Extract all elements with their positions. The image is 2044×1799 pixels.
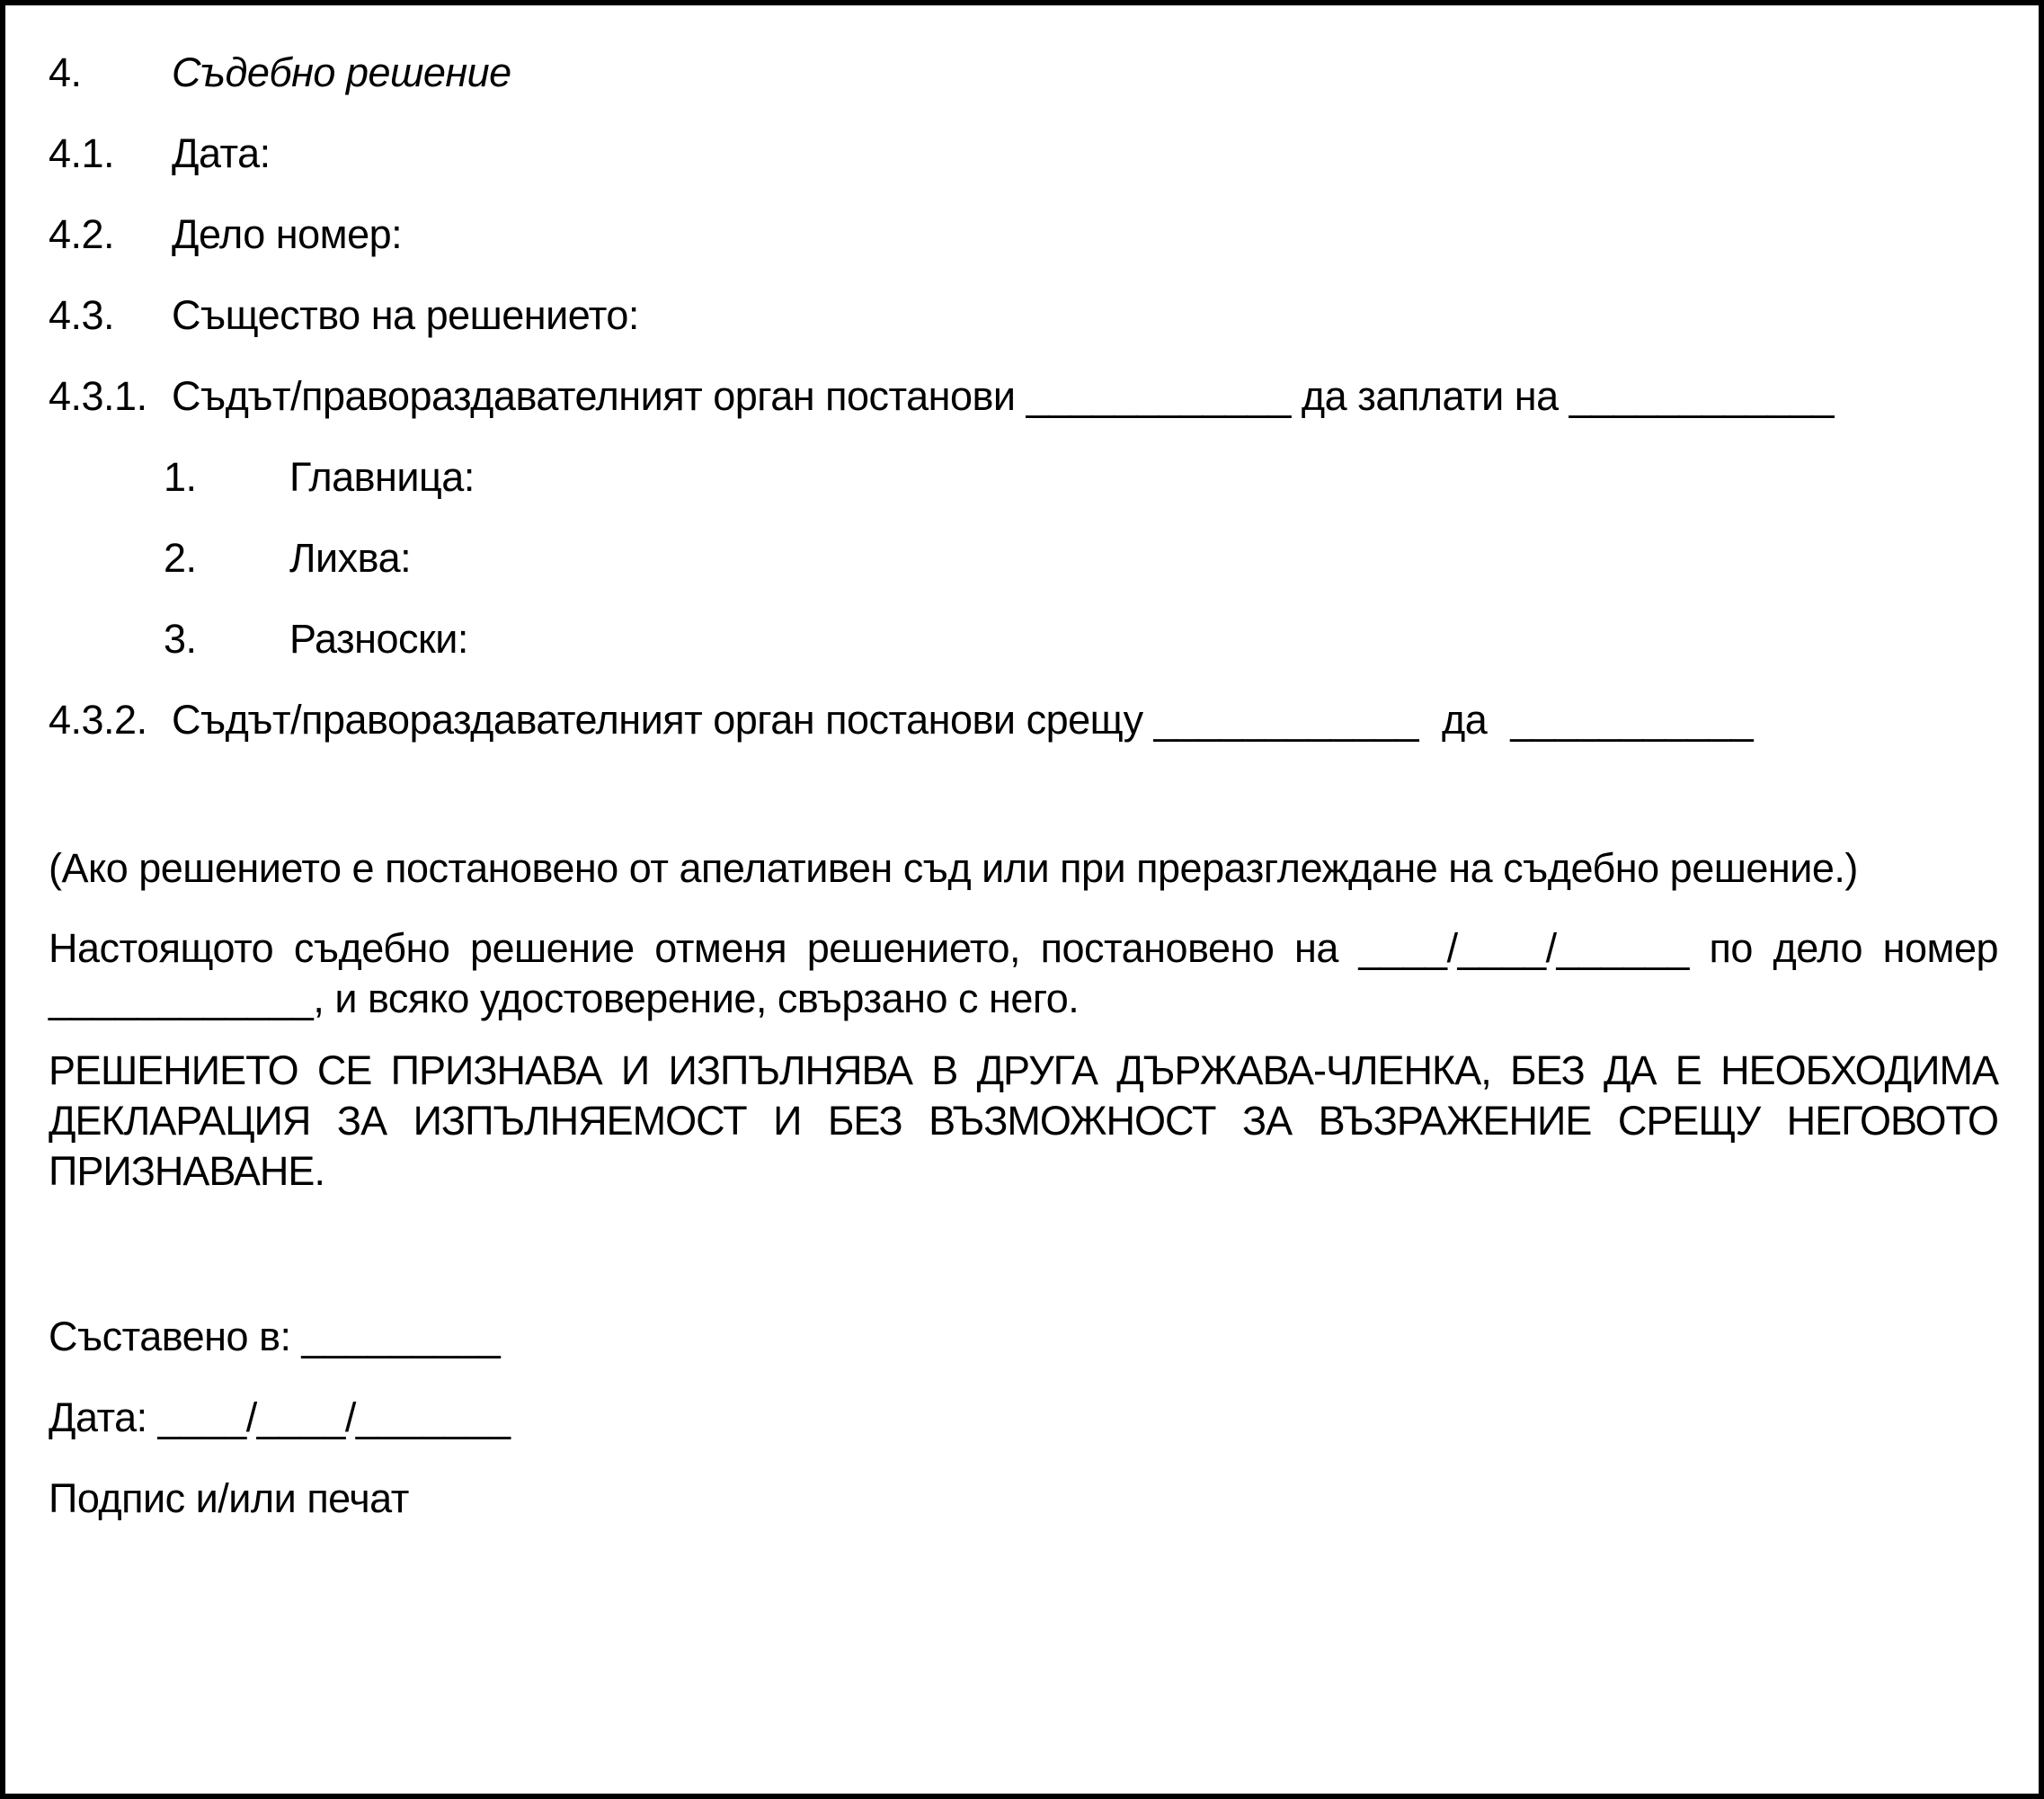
date-label: Дата: bbox=[49, 1394, 147, 1440]
recognition-paragraph bbox=[49, 1046, 1998, 1197]
sub-item-interest-row bbox=[49, 518, 1998, 599]
date-row bbox=[49, 1377, 1998, 1458]
fill-in-blank: _________ bbox=[301, 1314, 501, 1359]
item-number: 4.3.1. bbox=[49, 373, 147, 419]
revocation-line-2: ____________, и всяко удостоверение, свързано с него. bbox=[49, 975, 1080, 1021]
item-number: 4.2. bbox=[49, 211, 115, 257]
item-431-line bbox=[172, 356, 1998, 437]
item-432-text: Съдът/правораздавателният орган постанови срещу bbox=[172, 697, 1143, 743]
item-substance-row bbox=[49, 275, 1998, 356]
item-case-number-row bbox=[49, 194, 1998, 275]
item-date-row bbox=[49, 113, 1998, 194]
recognition-line-1: РЕШЕНИЕТО СЕ ПРИЗНАВА И ИЗПЪЛНЯВА В ДРУГА ДЪРЖАВА-ЧЛЕНКА, БЕЗ ДА Е НЕОБХОДИМА bbox=[49, 1047, 1998, 1093]
fill-in-blank: ____________ bbox=[1153, 697, 1418, 743]
fill-in-blank: ___________ bbox=[1510, 697, 1754, 743]
revocation-paragraph bbox=[49, 923, 1998, 1024]
date-line bbox=[49, 1377, 1998, 1458]
item-label: Дата: bbox=[172, 130, 271, 176]
appellate-note: (Ако решението е постановено от апелативен съд или при преразглеждане на съдебно решение.) bbox=[49, 845, 1858, 891]
sub-item-principal-row bbox=[49, 437, 1998, 518]
item-432-line bbox=[172, 680, 1998, 761]
sub-item-number: 1. bbox=[164, 454, 197, 500]
item-number: 4.3.2. bbox=[49, 697, 147, 743]
section-title: Съдебно решение bbox=[172, 49, 511, 95]
item-432-row bbox=[49, 680, 1998, 761]
item-431-row bbox=[49, 356, 1998, 437]
item-label: Същество на решението: bbox=[172, 292, 639, 338]
item-432-text-mid: да bbox=[1442, 697, 1488, 743]
revocation-line-1: Настоящото съдебно решение отменя решението, постановено на ____/____/______ по дело номер bbox=[49, 925, 1998, 971]
fill-in-blank: ____/____/_______ bbox=[157, 1394, 511, 1440]
made-in-row bbox=[49, 1296, 1998, 1377]
item-number: 4.1. bbox=[49, 130, 115, 176]
signature-label: Подпис и/или печат bbox=[49, 1475, 409, 1521]
sub-item-label: Главница: bbox=[289, 454, 475, 500]
recognition-line-2: ДЕКЛАРАЦИЯ ЗА ИЗПЪЛНЯЕМОСТ И БЕЗ ВЪЗМОЖНОСТ ЗА ВЪЗРАЖЕНИЕ СРЕЩУ НЕГОВОТО bbox=[49, 1098, 1998, 1144]
signature-row bbox=[49, 1458, 1998, 1539]
section-number: 4. bbox=[49, 49, 82, 95]
item-number: 4.3. bbox=[49, 292, 115, 338]
sub-item-number: 2. bbox=[164, 535, 197, 581]
item-label: Дело номер: bbox=[172, 211, 403, 257]
sub-item-costs-row bbox=[49, 599, 1998, 680]
sub-item-label: Лихва: bbox=[289, 535, 412, 581]
fill-in-blank: ____________ bbox=[1569, 373, 1835, 419]
fill-in-blank: ____________ bbox=[1026, 373, 1291, 419]
made-in-line bbox=[49, 1296, 1998, 1377]
item-431-text: Съдът/правораздавателният орган постанови bbox=[172, 373, 1016, 419]
item-431-text-mid: да заплати на bbox=[1301, 373, 1559, 419]
sub-item-label: Разноски: bbox=[289, 616, 468, 662]
made-in-label: Съставено в: bbox=[49, 1314, 291, 1359]
sub-item-number: 3. bbox=[164, 616, 197, 662]
recognition-line-3: ПРИЗНАВАНЕ. bbox=[49, 1148, 324, 1194]
section-heading bbox=[49, 32, 1998, 113]
